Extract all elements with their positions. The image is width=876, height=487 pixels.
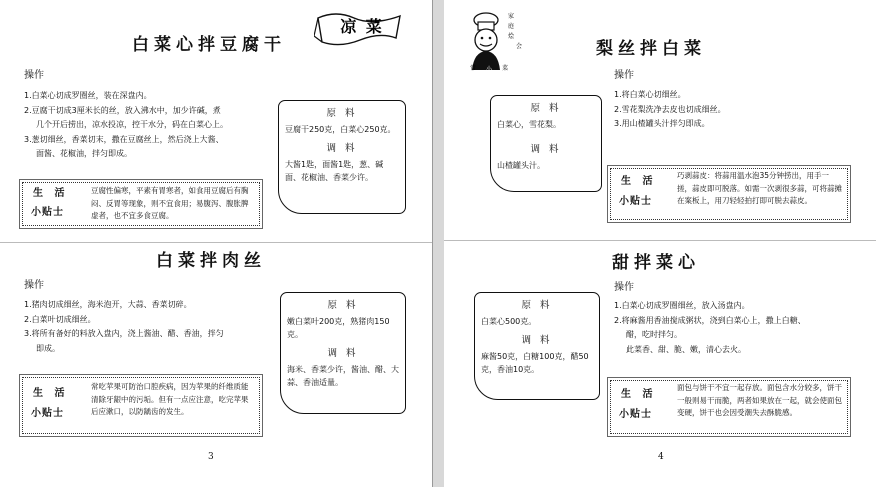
step: 1.白菜心切成罗圈细丝，放入汤盘内。 (614, 301, 750, 310)
life-tip-box (22, 377, 260, 434)
seasoning-heading: 调 料 (327, 348, 359, 359)
tip-text: 面包与饼干不宜一起存放。面包含水分较多，饼干一般则易干而脆，两者如果放在一起，就会使面包变硬，饼干也会因受潮失去酥脆感。 (677, 383, 842, 417)
step: 1.将白菜心切细丝。 (614, 90, 686, 99)
step: 此菜香、甜、脆、嫩，清心去火。 (626, 344, 746, 354)
ingredients-card (278, 100, 406, 214)
step: 2.雪花梨洗净去皮也切成细丝。 (614, 104, 726, 114)
seasoning-heading: 调 料 (530, 144, 562, 155)
section-divider (0, 242, 432, 243)
step: 即成。 (36, 343, 60, 353)
chef-logo-icon (456, 8, 528, 72)
step: 3.葱切细丝，香菜切末，撒在豆腐丝上，然后浇上大酱、 (24, 134, 224, 144)
step: 醋，吃时拌匀。 (626, 330, 682, 339)
tip-label-tips: 小贴士 (31, 207, 64, 218)
recipe-title: 白菜心拌豆腐干 (132, 35, 286, 55)
steps-list (24, 298, 279, 356)
cold-dish-banner (314, 8, 406, 50)
tip-label-life: 生 活 (621, 389, 657, 400)
recipe-title: 白菜拌肉丝 (156, 251, 266, 271)
life-tip-box (22, 182, 260, 226)
logo-char: 菜 (502, 65, 509, 72)
ingredients-heading: 原 料 (530, 103, 562, 114)
steps-list (24, 89, 279, 162)
tip-label-life: 生 活 (621, 176, 657, 187)
step: 3.用山楂罐头汁拌匀即成。 (614, 119, 710, 128)
seasoning-text: 大酱1匙，面酱1匙，葱、碱面、花椒油、香菜少许。 (285, 160, 384, 182)
step: 2.豆腐干切成3厘米长的丝，放入沸水中，加少许碱，煮 (24, 105, 221, 115)
tip-label-life: 生 活 (33, 388, 69, 399)
life-tip-box (610, 168, 848, 220)
section-divider (444, 240, 876, 241)
page-number: 3 (208, 452, 214, 462)
operation-heading: 操作 (24, 280, 44, 291)
page-3 (0, 0, 432, 487)
seasoning-heading: 调 料 (326, 143, 358, 154)
recipe-title: 梨丝拌白菜 (596, 39, 706, 59)
life-tip-box (610, 380, 848, 434)
step: 2.将麻酱用香油搅成粥状，浇到白菜心上，撒上白糖、 (614, 315, 806, 325)
tip-label-tips: 小贴士 (619, 409, 652, 420)
seasoning-text: 海米、香菜少许，酱油、醋、大蒜、香油适量。 (287, 365, 399, 387)
ingredients-card (490, 95, 602, 192)
seasoning-heading: 调 料 (521, 335, 553, 346)
logo-char: 庭 (508, 23, 515, 30)
operation-heading: 操作 (24, 70, 44, 81)
step: 2.白菜叶切成细丝。 (24, 314, 96, 324)
tip-label-life: 生 活 (33, 188, 69, 199)
operation-heading: 操作 (614, 282, 634, 293)
step: 几个开后捞出，凉水投凉，控干水分，码在白菜心上。 (36, 120, 228, 129)
recipe-title: 甜拌菜心 (612, 253, 700, 273)
seasoning-text: 麻酱50克，白糖100克，醋50克，香油10克。 (481, 352, 589, 374)
banner-text: 凉 菜 (340, 17, 384, 36)
ingredients-text: 白菜心，雪花梨。 (497, 120, 561, 129)
step: 1.猪肉切成细丝，海米泡开，大蒜、香菜切碎。 (24, 300, 192, 309)
steps-list (614, 299, 854, 357)
ingredients-text: 嫩白菜叶200克，熟猪肉150克。 (287, 317, 390, 339)
logo-char: 会 (516, 43, 523, 50)
logo-char: 常 (470, 65, 477, 72)
step: 3.将所有备好的料放入盘内，浇上酱油、醋、香油，拌匀 (24, 329, 224, 338)
logo-char: 烩 (508, 33, 515, 40)
ingredients-text: 白菜心500克。 (481, 317, 537, 326)
ingredients-card (474, 292, 600, 400)
tip-label-tips: 小贴士 (619, 196, 652, 207)
tip-text: 巧剥蒜皮：将蒜用温水泡35分钟捞出，用手一搓，蒜皮即可脱落。如需一次剥很多蒜，可将蒜摊在案板上，用刀轻轻拍打即可脱去蒜皮。 (677, 171, 842, 205)
ingredients-text: 豆腐干250克，白菜心250克。 (285, 125, 396, 134)
logo-char: 家 (508, 13, 515, 20)
ingredients-heading: 原 料 (521, 300, 553, 311)
tip-text: 常吃苹果可防治口腔疾病，因为苹果的纤维质能清除牙龈中的污垢。但有一点应注意，吃完苹果后应漱口，以防龋齿的发生。 (91, 382, 249, 416)
ingredients-heading: 原 料 (326, 108, 358, 119)
logo-char: 小 (486, 66, 493, 72)
tip-label-tips: 小贴士 (31, 408, 64, 419)
step: 面酱、花椒油，拌匀即成。 (36, 149, 132, 158)
ingredients-heading: 原 料 (327, 300, 359, 311)
operation-heading: 操作 (614, 70, 634, 81)
page-4 (444, 0, 876, 487)
ingredients-card (280, 292, 406, 414)
steps-list (614, 88, 844, 132)
step: 1.白菜心切成罗圈丝，装在深盘内。 (24, 91, 152, 100)
page-number: 4 (658, 452, 664, 462)
seasoning-text: 山楂罐头汁。 (497, 161, 545, 170)
tip-text: 豆腐性偏寒，平素有胃寒者，如食用豆腐后有胸闷、反胃等现象，则不宜食用；易腹泻、腹胀脾虚者，也不宜多食豆腐。 (91, 186, 249, 220)
